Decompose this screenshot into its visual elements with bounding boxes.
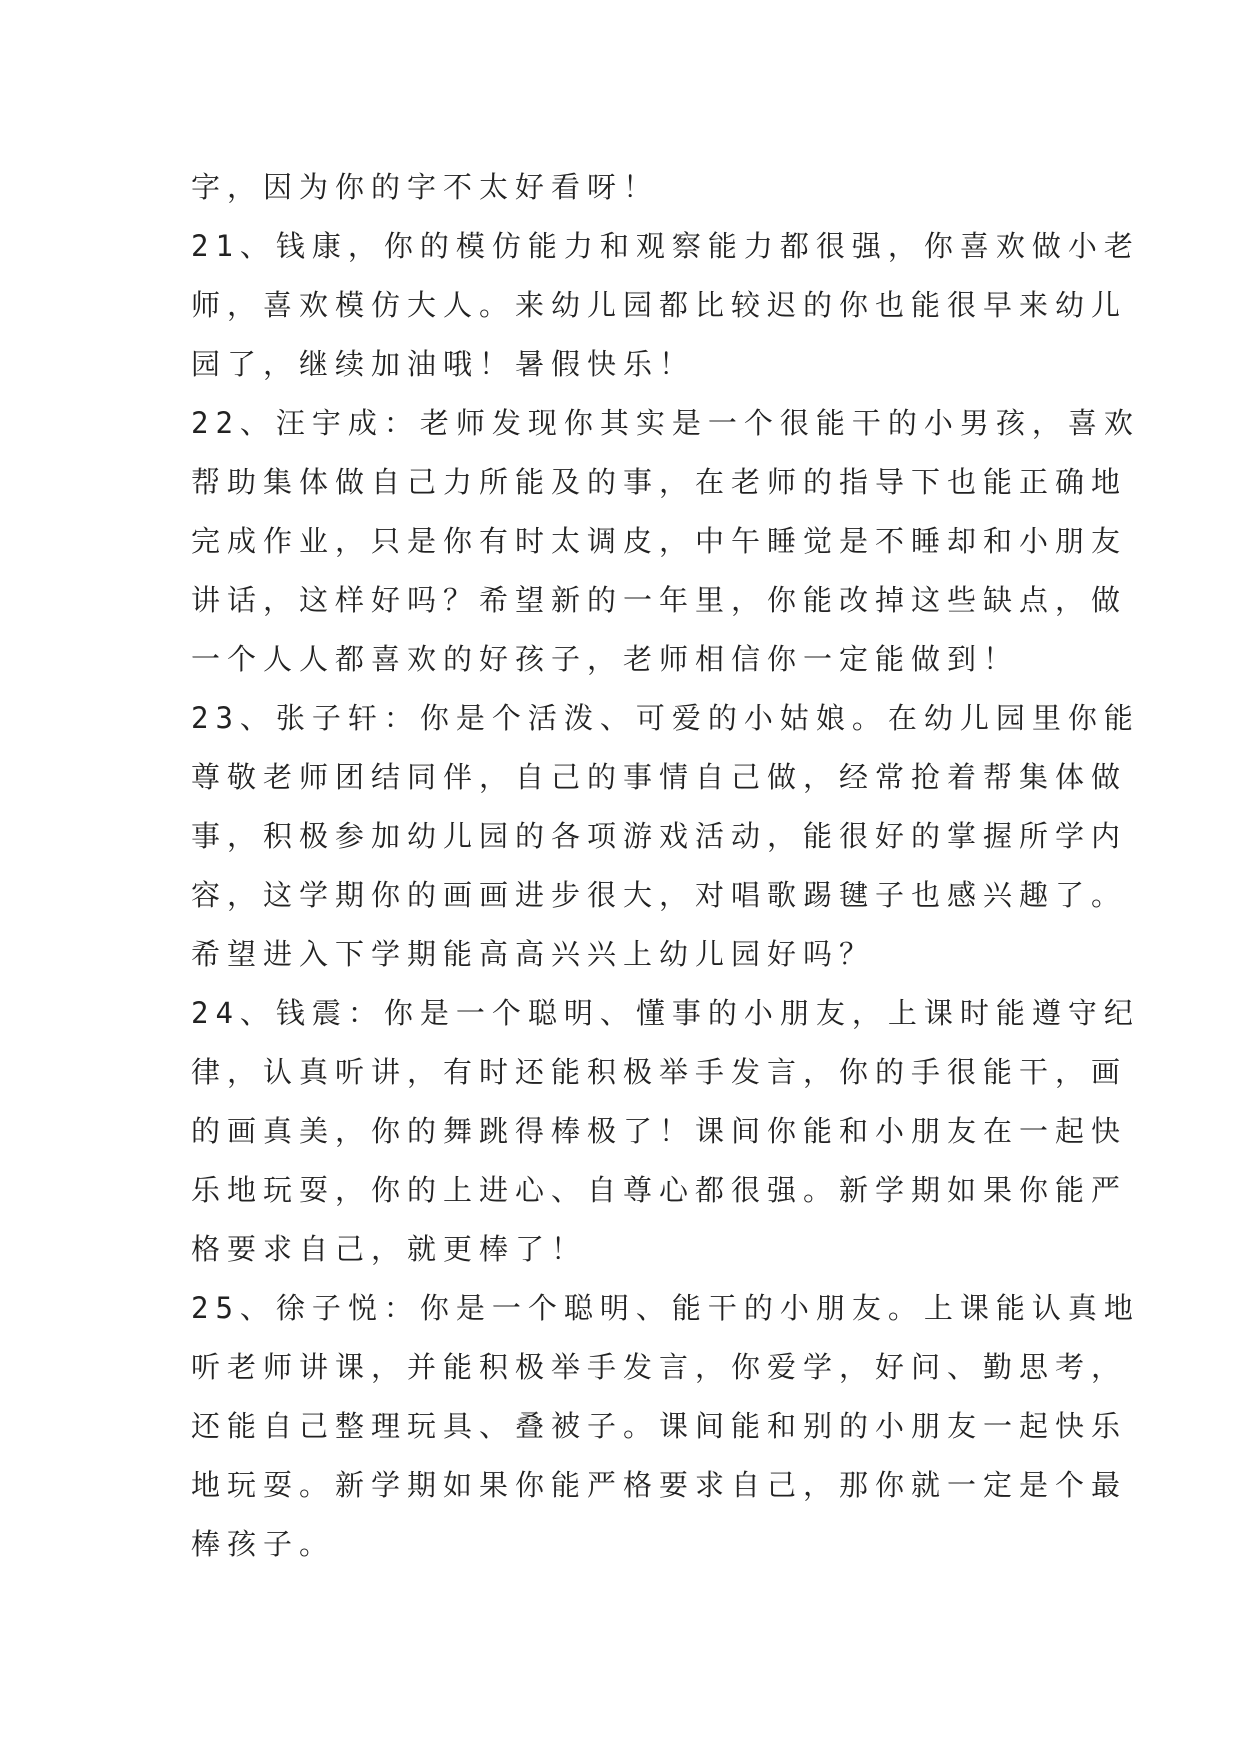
text-line: 听老师讲课，并能积极举手发言，你爱学，好问、勤思考，: [191, 1350, 1128, 1384]
text-line: 格要求自己，就更棒了！: [191, 1232, 588, 1266]
text-line: 园了，继续加油哦！暑假快乐！: [191, 347, 696, 381]
text-line: 希望进入下学期能高高兴兴上幼儿园好吗？: [191, 937, 876, 971]
text-line: 尊敬老师团结同伴，自己的事情自己做，经常抢着帮集体做: [191, 760, 1128, 794]
text-line: 帮助集体做自己力所能及的事，在老师的指导下也能正确地: [191, 465, 1128, 499]
text-line: 地玩耍。新学期如果你能严格要求自己，那你就一定是个最: [191, 1468, 1128, 1502]
text-line: 的画真美，你的舞跳得棒极了！课间你能和小朋友在一起快: [191, 1114, 1128, 1148]
document-body: [191, 158, 1140, 1574]
text-line: 师，喜欢模仿大人。来幼儿园都比较迟的你也能很早来幼儿: [191, 288, 1128, 322]
text-line: 事，积极参加幼儿园的各项游戏活动，能很好的掌握所学内: [191, 819, 1128, 853]
text-line: 22、汪宇成：老师发现你其实是一个很能干的小男孩，喜欢: [191, 406, 1140, 440]
text-line: 字，因为你的字不太好看呀！: [191, 170, 660, 204]
text-line: 23、张子轩：你是个活泼、可爱的小姑娘。在幼儿园里你能: [191, 701, 1140, 735]
text-line: 乐地玩耍，你的上进心、自尊心都很强。新学期如果你能严: [191, 1173, 1128, 1207]
text-line: 还能自己整理玩具、叠被子。课间能和别的小朋友一起快乐: [191, 1409, 1128, 1443]
text-line: 律，认真听讲，有时还能积极举手发言，你的手很能干，画: [191, 1055, 1128, 1089]
text-line: 讲话，这样好吗？希望新的一年里，你能改掉这些缺点，做: [191, 583, 1128, 617]
text-line: 容，这学期你的画画进步很大，对唱歌踢毽子也感兴趣了。: [191, 878, 1128, 912]
text-line: 25、徐子悦：你是一个聪明、能干的小朋友。上课能认真地: [191, 1291, 1140, 1325]
text-line: 完成作业，只是你有时太调皮，中午睡觉是不睡却和小朋友: [191, 524, 1128, 558]
text-line: 棒孩子。: [191, 1527, 336, 1561]
text-line: 24、钱震：你是一个聪明、懂事的小朋友，上课时能遵守纪: [191, 996, 1140, 1030]
text-line: 21、钱康，你的模仿能力和观察能力都很强，你喜欢做小老: [191, 229, 1140, 263]
text-line: 一个人人都喜欢的好孩子，老师相信你一定能做到！: [191, 642, 1020, 676]
